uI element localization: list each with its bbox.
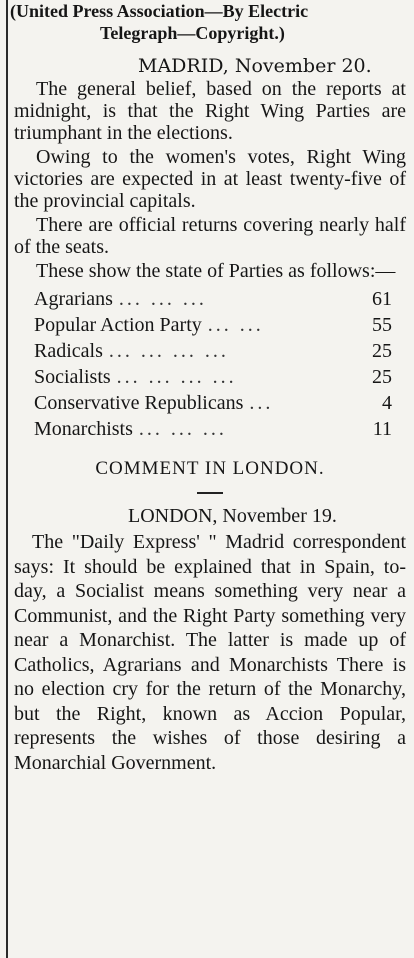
party-row	[14, 416, 406, 442]
wire-credit-line-1: (United Press Association—By Electric	[10, 1, 309, 21]
dot-leader: ... ...	[207, 314, 264, 336]
news-article	[10, 0, 406, 775]
party-row	[14, 312, 406, 338]
party-seats: 25	[372, 366, 392, 388]
section-heading: COMMENT IN LONDON.	[95, 458, 325, 479]
section-divider	[197, 492, 223, 494]
dot-leader: ... ... ... ...	[116, 366, 237, 388]
party-seats: 11	[372, 418, 392, 440]
party-row	[14, 338, 406, 364]
party-row	[14, 286, 406, 312]
column-rule	[6, 0, 8, 958]
london-paragraph: The "Daily Express' " Madrid correspondent says: It should be explained that in Spain, to-day, a Socialist means something very near a Communist, and the Right Party something very near a Monarchist. The latter is made up of Catholics, Agrarians and Monarchists There is no election cry for the return of the Monarchy, but the Right, known as Accion Popular, represents the wishes of those desiring a Monarchial Government.	[14, 531, 406, 774]
party-seats: 55	[372, 314, 392, 336]
wire-credit	[10, 0, 406, 44]
dot-leader: ...	[249, 392, 274, 414]
party-name: Monarchists	[34, 418, 133, 440]
party-name: Radicals	[34, 340, 103, 362]
dateline-london: LONDON, November 19.	[128, 505, 337, 527]
party-row	[14, 390, 406, 416]
party-name: Popular Action Party	[34, 314, 202, 336]
article-paragraph: Owing to the women's votes, Right Wing victories are expected in at least twenty-five of the provincial capitals.	[14, 146, 406, 212]
dot-leader: ... ... ... ...	[108, 340, 229, 362]
dot-leader: ... ... ...	[138, 418, 227, 440]
party-name: Socialists	[34, 366, 111, 388]
party-returns-list	[14, 286, 406, 442]
dateline-madrid: MADRID, November 20.	[138, 55, 372, 77]
party-row	[14, 364, 406, 390]
article-paragraph: There are official returns covering nearly half of the seats.	[14, 214, 406, 258]
dot-leader: ... ... ...	[118, 288, 207, 310]
article-paragraph: The general belief, based on the reports at midnight, is that the Right Wing Parties are triumphant in the elections.	[14, 78, 406, 144]
party-name: Agrarians	[34, 288, 113, 310]
wire-credit-line-2: Telegraph—Copyright.)	[100, 23, 285, 43]
party-seats: 4	[382, 392, 392, 414]
party-seats: 61	[372, 288, 392, 310]
party-name: Conservative Republicans	[34, 392, 244, 414]
article-paragraph: These show the state of Parties as follows:—	[36, 260, 396, 282]
party-seats: 25	[372, 340, 392, 362]
